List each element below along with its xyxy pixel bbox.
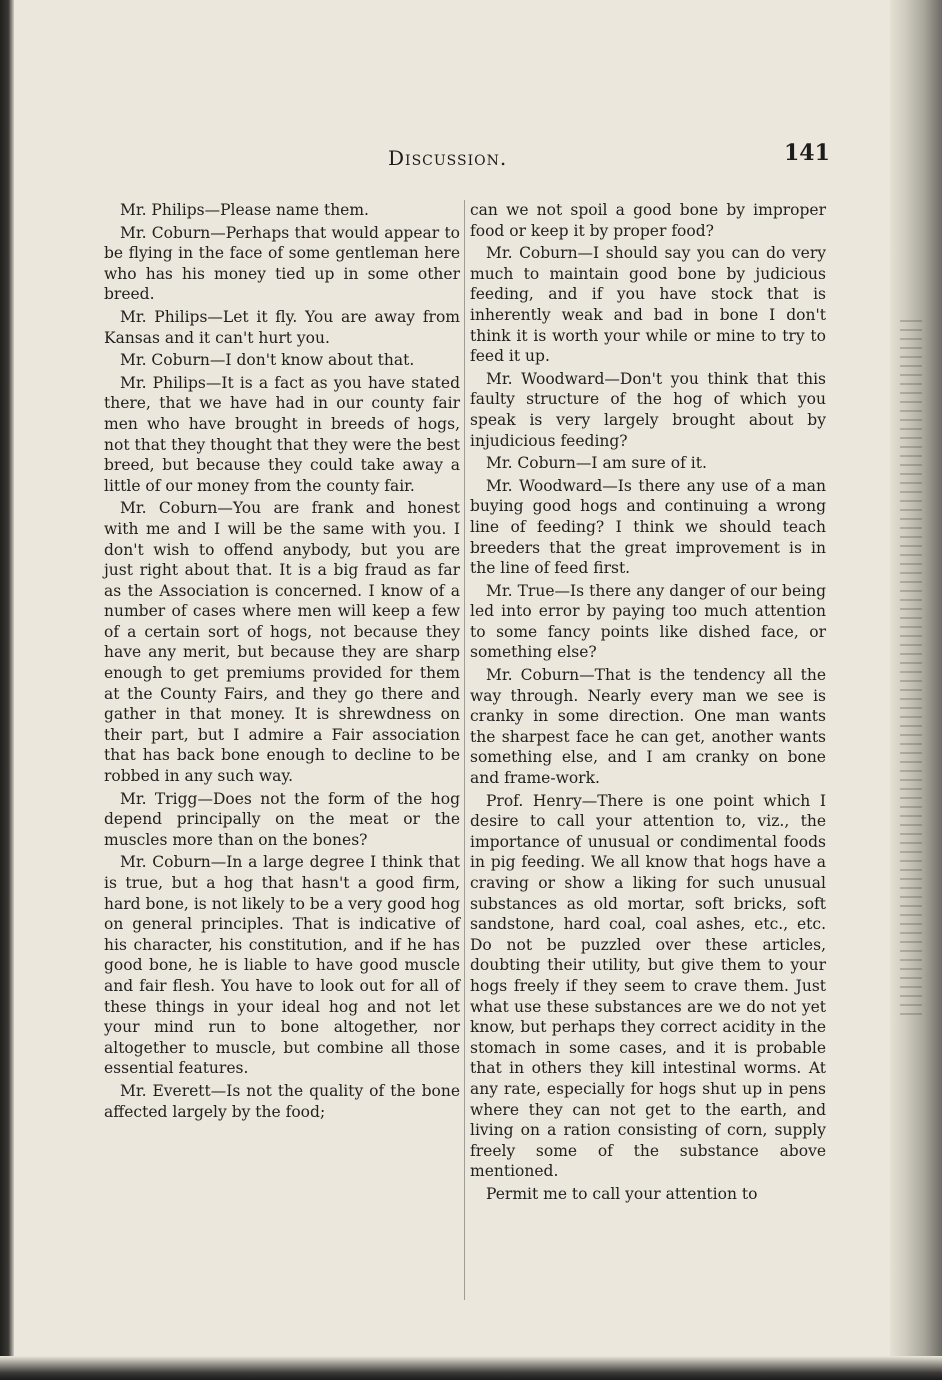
- page-edge-lines: [900, 320, 922, 1020]
- page-left-edge: [0, 0, 14, 1380]
- paragraph: Prof. Henry—There is one point which I desire to call your attention to, viz., the importance of unusual or condimental foods in pig feeding. We all know that hogs have a craving or show a liking for such unusual substances as old mortar, soft bricks, soft sandstone, hard coal, coal ashes, etc., etc. Do not be puzzled over these articles, doubting their utility, but give them to your hogs freely if they seem to crave them. Just what use these substances are we do not yet know, but perhaps they correct acidity in the stomach in some cases, and it is probable that in others they kill intestinal worms. At any rate, especially for hogs shut up in pens where they can not get to the earth, and living on a ration consisting of corn, supply freely some of the substance above mentioned.: [470, 791, 826, 1181]
- paragraph: Mr. Coburn—Perhaps that would appear to be flying in the face of some gentleman here who has his money tied up in some other breed.: [104, 223, 460, 304]
- paragraph: Mr. Philips—Please name them.: [120, 201, 369, 219]
- page-bottom-edge: [0, 1356, 942, 1380]
- paragraph: Mr. Coburn—I am sure of it.: [486, 454, 707, 473]
- left-column: [104, 200, 460, 1122]
- paragraph: Mr. Coburn—That is the tendency all the way through. Nearly every man we see is cranky in some direction. One man wants the sharpest face he can get, another wants something else, and I am cranky on bone and frame-work.: [470, 666, 826, 788]
- paragraph: Mr. Coburn—You are frank and honest with me and I will be the same with you. I don't wish to offend anybody, but you are just right about that. It is a big fraud as far as the Association is concerned. I know of a number of cases where men will keep a few of a certain sort of hogs, not because they have any merit, but because they are sharp enough to get premiums provided for them at the County Fairs, and they go there and gather in that money. It is shrewdness on their part, but I admire a Fair association that has back bone enough to decline to be robbed in any such way.: [104, 499, 460, 786]
- paragraph: Mr. Coburn—I should say you can do very much to maintain good bone by judicious feeding, and if you have stock that is inherently weak and bad in bone I don't think it is worth your while or mine to try to feed it up.: [470, 244, 826, 366]
- paragraph: Mr. Everett—Is not the quality of the bone affected largely by the food;: [104, 1081, 460, 1121]
- paragraph: can we not spoil a good bone by improper food or keep it by proper food?: [470, 201, 826, 240]
- running-title: Discussion.: [388, 146, 508, 170]
- paragraph: Mr. Woodward—Is there any use of a man buying good hogs and continuing a wrong line of feeding? I think we should teach breeders that the great improvement is in the line of feed first.: [470, 476, 826, 578]
- paragraph: Mr. Coburn—I don't know about that.: [120, 351, 415, 370]
- page-number: 141: [784, 140, 830, 166]
- paragraph: Mr. Coburn—In a large degree I think that is true, but a hog that hasn't a good firm, hard bone, is not likely to be a very good hog on general principles. That is indicative of his character, his constitution, and if he has good bone, he is liable to have good muscle and fair flesh. You have to look out for all of these things in your ideal hog and not let your mind run to bone altogether, nor altogether to muscle, but combine all those essential features.: [104, 853, 460, 1078]
- paragraph: Mr. Philips—Let it fly. You are away from Kansas and it can't hurt you.: [104, 307, 460, 347]
- column-divider: [464, 200, 465, 1300]
- paragraph: Mr. Woodward—Don't you think that this faulty structure of the hog of which you speak is very largely brought about by injudicious feeding?: [470, 369, 826, 450]
- paragraph: Permit me to call your attention to: [486, 1184, 758, 1203]
- paragraph: Mr. True—Is there any danger of our being led into error by paying too much attention to some fancy points like dished face, or something else?: [470, 581, 826, 662]
- right-column: [470, 200, 826, 1205]
- page-right-edge: [890, 0, 942, 1380]
- paragraph: Mr. Trigg—Does not the form of the hog depend principally on the meat or the muscles more than on the bones?: [104, 789, 460, 849]
- paragraph: Mr. Philips—It is a fact as you have stated there, that we have had in our county fair men who have brought in breeds of hogs, not that they thought that they were the best breed, but because they could take away a little of our money from the county fair.: [104, 373, 460, 495]
